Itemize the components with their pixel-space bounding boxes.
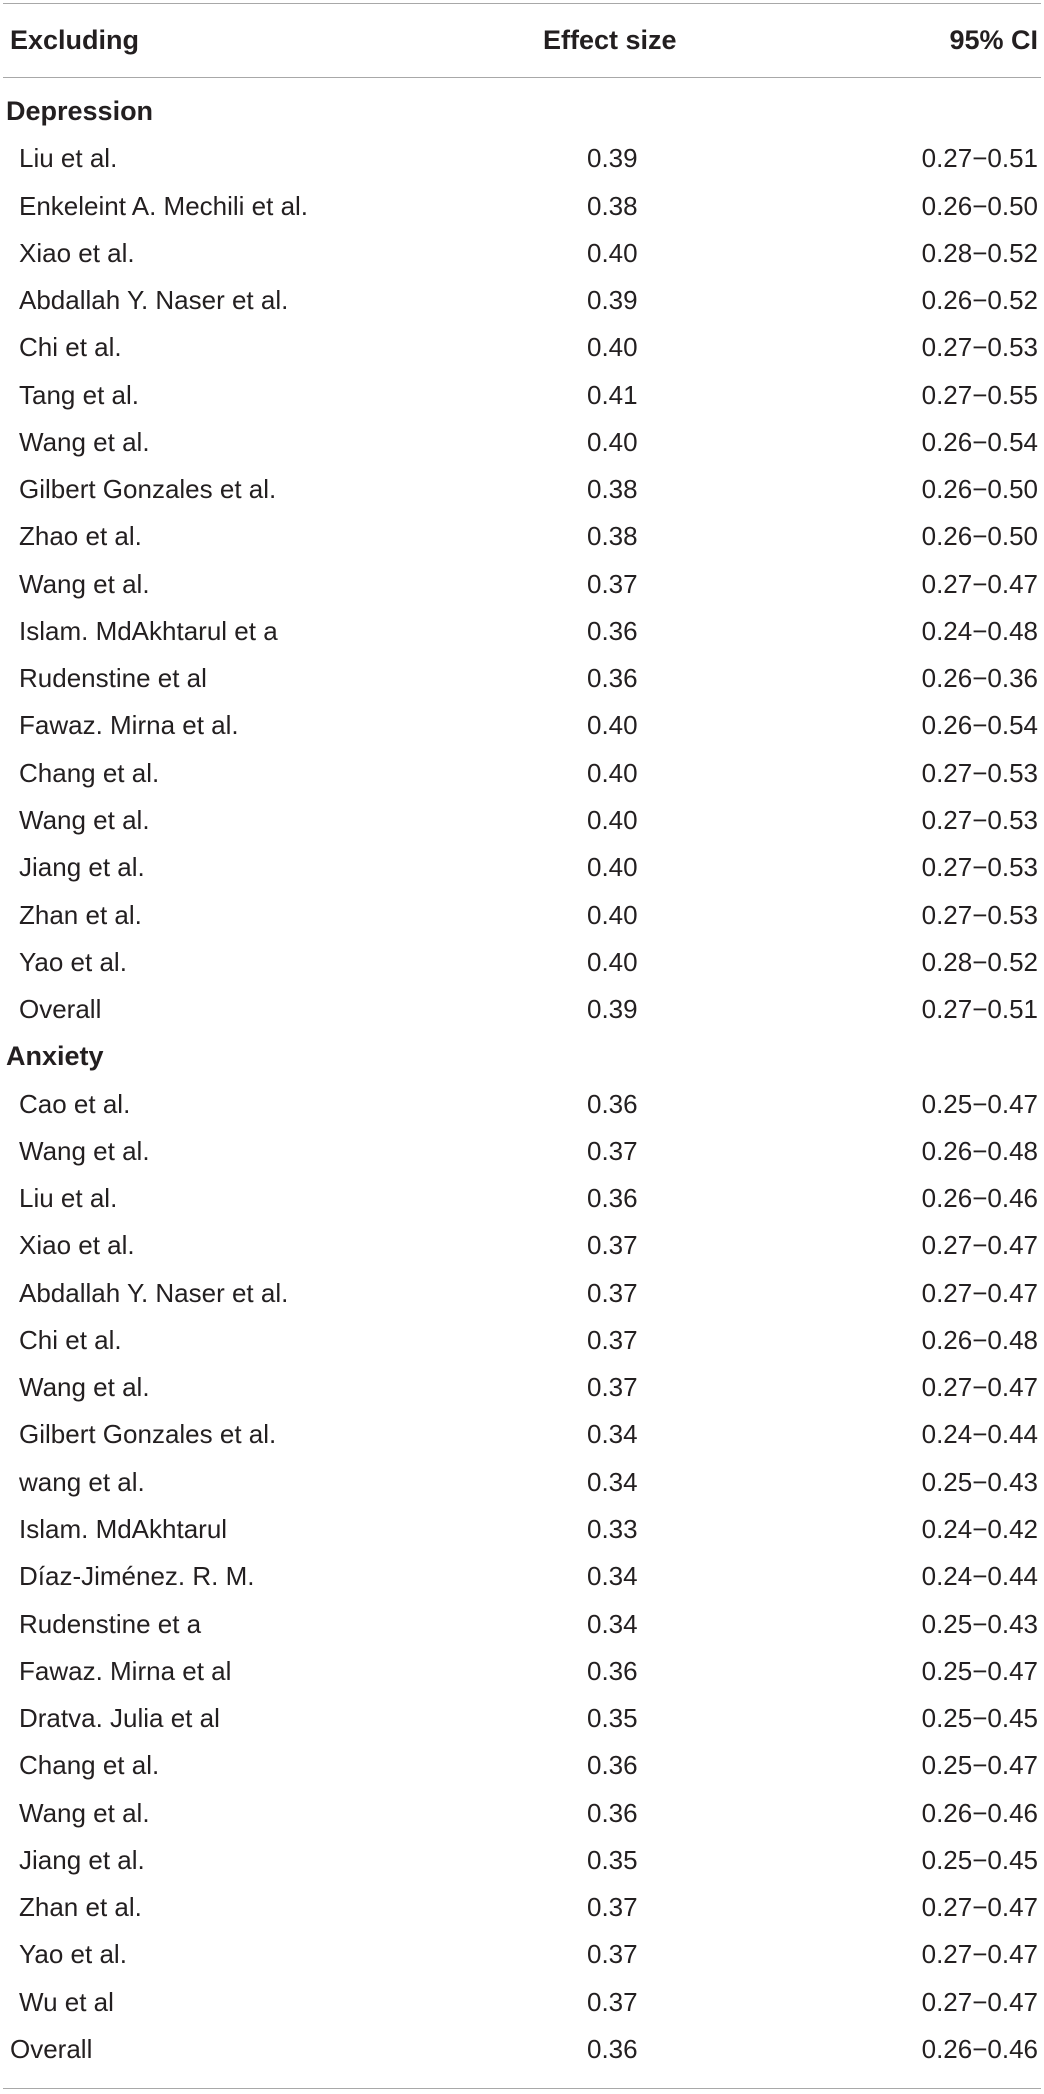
cell-excluding: Yao et al. (19, 1939, 127, 1970)
table-row (0, 797, 1044, 844)
cell-excluding: Cao et al. (19, 1088, 131, 1119)
cell-excluding: Tang et al. (19, 379, 139, 410)
cell-ci: 0.26−0.54 (921, 426, 1038, 457)
cell-ci: 0.27−0.55 (921, 379, 1038, 410)
table-row (0, 892, 1044, 939)
cell-ci: 0.27−0.51 (921, 994, 1038, 1025)
table-row (0, 939, 1044, 986)
cell-ci: 0.26−0.50 (921, 190, 1038, 221)
cell-effect-size: 0.40 (587, 757, 638, 788)
cell-ci: 0.28−0.52 (921, 237, 1038, 268)
table-row (0, 986, 1044, 1033)
cell-effect-size: 0.40 (587, 899, 638, 930)
cell-effect-size: 0.40 (587, 852, 638, 883)
cell-effect-size: 0.34 (587, 1608, 638, 1639)
cell-excluding: Wang et al. (19, 426, 150, 457)
cell-excluding: Islam. MdAkhtarul et a (19, 615, 278, 646)
cell-excluding: Rudenstine et al (19, 663, 207, 694)
cell-effect-size: 0.34 (587, 1466, 638, 1497)
section-header (0, 88, 1044, 135)
cell-ci: 0.27−0.47 (921, 1986, 1038, 2017)
table-row (0, 1553, 1044, 1600)
cell-excluding: Zhan et al. (19, 1892, 142, 1923)
cell-excluding: Díaz-Jiménez. R. M. (19, 1561, 255, 1592)
cell-ci: 0.27−0.47 (921, 1892, 1038, 1923)
bottom-rule (3, 2088, 1041, 2089)
cell-ci: 0.26−0.54 (921, 710, 1038, 741)
cell-effect-size: 0.37 (587, 1939, 638, 1970)
cell-ci: 0.26−0.50 (921, 521, 1038, 552)
cell-excluding: Liu et al. (19, 1183, 118, 1214)
cell-effect-size: 0.35 (587, 1844, 638, 1875)
cell-ci: 0.28−0.52 (921, 946, 1038, 977)
cell-effect-size: 0.36 (587, 1183, 638, 1214)
table-row (0, 1222, 1044, 1269)
cell-ci: 0.25−0.45 (921, 1703, 1038, 1734)
cell-effect-size: 0.37 (587, 568, 638, 599)
cell-effect-size: 0.39 (587, 285, 638, 316)
cell-excluding: Fawaz. Mirna et al. (19, 710, 239, 741)
cell-ci: 0.27−0.47 (921, 1277, 1038, 1308)
cell-effect-size: 0.36 (587, 1655, 638, 1686)
cell-ci: 0.25−0.47 (921, 1750, 1038, 1781)
cell-excluding: Abdallah Y. Naser et al. (19, 285, 289, 316)
cell-effect-size: 0.37 (587, 1135, 638, 1166)
table-row (0, 324, 1044, 371)
cell-ci: 0.26−0.48 (921, 1135, 1038, 1166)
table-row (0, 1317, 1044, 1364)
cell-effect-size: 0.35 (587, 1703, 638, 1734)
table-row (0, 655, 1044, 702)
cell-effect-size: 0.39 (587, 143, 638, 174)
cell-excluding: Zhan et al. (19, 899, 142, 930)
cell-excluding: Zhao et al. (19, 521, 142, 552)
cell-excluding: Xiao et al. (19, 237, 135, 268)
cell-effect-size: 0.37 (587, 1372, 638, 1403)
cell-ci: 0.26−0.52 (921, 285, 1038, 316)
cell-ci: 0.27−0.47 (921, 1230, 1038, 1261)
cell-ci: 0.24−0.44 (921, 1419, 1038, 1450)
cell-excluding: Overall (10, 2033, 93, 2064)
table-row (0, 844, 1044, 891)
table-row (0, 1790, 1044, 1837)
table-row (0, 750, 1044, 797)
cell-effect-size: 0.39 (587, 994, 638, 1025)
table-row (0, 1601, 1044, 1648)
cell-excluding: Fawaz. Mirna et al (19, 1655, 232, 1686)
table-row (0, 419, 1044, 466)
cell-excluding: Chi et al. (19, 1324, 122, 1355)
header-rule (3, 77, 1041, 78)
table-row (0, 1884, 1044, 1931)
cell-excluding: Xiao et al. (19, 1230, 135, 1261)
cell-effect-size: 0.37 (587, 1986, 638, 2017)
cell-excluding: Gilbert Gonzales et al. (19, 1419, 277, 1450)
cell-ci: 0.26−0.46 (921, 1183, 1038, 1214)
cell-excluding: Yao et al. (19, 946, 127, 977)
cell-effect-size: 0.38 (587, 521, 638, 552)
cell-ci: 0.24−0.44 (921, 1561, 1038, 1592)
cell-effect-size: 0.37 (587, 1230, 638, 1261)
cell-ci: 0.26−0.50 (921, 474, 1038, 505)
cell-excluding: Islam. MdAkhtarul (19, 1513, 228, 1544)
table-row (0, 608, 1044, 655)
cell-excluding: Rudenstine et a (19, 1608, 202, 1639)
cell-effect-size: 0.37 (587, 1892, 638, 1923)
table-row (0, 561, 1044, 608)
cell-effect-size: 0.37 (587, 1324, 638, 1355)
table-header (0, 20, 1044, 60)
cell-effect-size: 0.40 (587, 804, 638, 835)
table-row (0, 2026, 1044, 2073)
table-row (0, 1506, 1044, 1553)
table-row (0, 277, 1044, 324)
cell-ci: 0.27−0.53 (921, 757, 1038, 788)
cell-effect-size: 0.40 (587, 426, 638, 457)
cell-effect-size: 0.34 (587, 1419, 638, 1450)
table-row (0, 1837, 1044, 1884)
cell-excluding: Dratva. Julia et al (19, 1703, 220, 1734)
cell-excluding: Wang et al. (19, 1135, 150, 1166)
cell-effect-size: 0.36 (587, 1797, 638, 1828)
cell-ci: 0.25−0.43 (921, 1466, 1038, 1497)
cell-excluding: Enkeleint A. Mechili et al. (19, 190, 309, 221)
table-row (0, 1411, 1044, 1458)
cell-effect-size: 0.40 (587, 332, 638, 363)
cell-ci: 0.27−0.47 (921, 568, 1038, 599)
cell-effect-size: 0.36 (587, 1750, 638, 1781)
table-row (0, 513, 1044, 560)
cell-ci: 0.25−0.47 (921, 1655, 1038, 1686)
cell-ci: 0.27−0.53 (921, 899, 1038, 930)
table-row (0, 1128, 1044, 1175)
cell-ci: 0.24−0.42 (921, 1513, 1038, 1544)
cell-ci: 0.25−0.45 (921, 1844, 1038, 1875)
cell-excluding: Chang et al. (19, 1750, 160, 1781)
cell-excluding: Wang et al. (19, 804, 150, 835)
cell-effect-size: 0.38 (587, 474, 638, 505)
table-row (0, 183, 1044, 230)
table-row (0, 1270, 1044, 1317)
cell-excluding: Gilbert Gonzales et al. (19, 474, 277, 505)
cell-excluding: Wang et al. (19, 1372, 150, 1403)
cell-effect-size: 0.34 (587, 1561, 638, 1592)
cell-effect-size: 0.40 (587, 237, 638, 268)
table-row (0, 702, 1044, 749)
table-row (0, 1459, 1044, 1506)
header-ci: 95% CI (949, 25, 1038, 55)
table-row (0, 1081, 1044, 1128)
top-rule (3, 3, 1041, 4)
cell-excluding: Jiang et al. (19, 852, 145, 883)
table-body (0, 88, 1044, 2073)
section-header (0, 1033, 1044, 1080)
header-effect-size: Effect size (543, 25, 677, 55)
cell-excluding: Overall (19, 994, 102, 1025)
cell-ci: 0.26−0.46 (921, 2033, 1038, 2064)
cell-ci: 0.26−0.46 (921, 1797, 1038, 1828)
cell-excluding: Liu et al. (19, 143, 118, 174)
cell-effect-size: 0.36 (587, 615, 638, 646)
cell-ci: 0.27−0.53 (921, 852, 1038, 883)
table-row (0, 230, 1044, 277)
cell-ci: 0.26−0.36 (921, 663, 1038, 694)
cell-effect-size: 0.40 (587, 710, 638, 741)
table-row (0, 466, 1044, 513)
cell-effect-size: 0.37 (587, 1277, 638, 1308)
table-row (0, 1979, 1044, 2026)
cell-effect-size: 0.36 (587, 663, 638, 694)
cell-ci: 0.27−0.53 (921, 804, 1038, 835)
cell-excluding: Chi et al. (19, 332, 122, 363)
section-title: Depression (6, 96, 154, 126)
header-excluding: Excluding (10, 25, 140, 55)
cell-ci: 0.27−0.47 (921, 1372, 1038, 1403)
table-row (0, 1364, 1044, 1411)
table-row (0, 1742, 1044, 1789)
section-title: Anxiety (6, 1041, 104, 1072)
cell-effect-size: 0.40 (587, 946, 638, 977)
table-row (0, 1175, 1044, 1222)
cell-excluding: Jiang et al. (19, 1844, 145, 1875)
table-row (0, 1931, 1044, 1978)
cell-excluding: Abdallah Y. Naser et al. (19, 1277, 289, 1308)
cell-effect-size: 0.36 (587, 1088, 638, 1119)
cell-excluding: Chang et al. (19, 757, 160, 788)
table-row (0, 135, 1044, 182)
table-row (0, 1695, 1044, 1742)
cell-effect-size: 0.38 (587, 190, 638, 221)
cell-excluding: wang et al. (19, 1466, 145, 1497)
cell-excluding: Wang et al. (19, 1797, 150, 1828)
cell-ci: 0.27−0.47 (921, 1939, 1038, 1970)
table-row (0, 372, 1044, 419)
cell-ci: 0.26−0.48 (921, 1324, 1038, 1355)
cell-ci: 0.27−0.51 (921, 143, 1038, 174)
cell-ci: 0.24−0.48 (921, 615, 1038, 646)
cell-ci: 0.27−0.53 (921, 332, 1038, 363)
table-row (0, 1648, 1044, 1695)
cell-ci: 0.25−0.43 (921, 1608, 1038, 1639)
cell-effect-size: 0.33 (587, 1513, 638, 1544)
cell-excluding: Wu et al (19, 1986, 114, 2017)
cell-effect-size: 0.36 (587, 2033, 638, 2064)
cell-excluding: Wang et al. (19, 568, 150, 599)
cell-effect-size: 0.41 (587, 379, 638, 410)
cell-ci: 0.25−0.47 (921, 1088, 1038, 1119)
